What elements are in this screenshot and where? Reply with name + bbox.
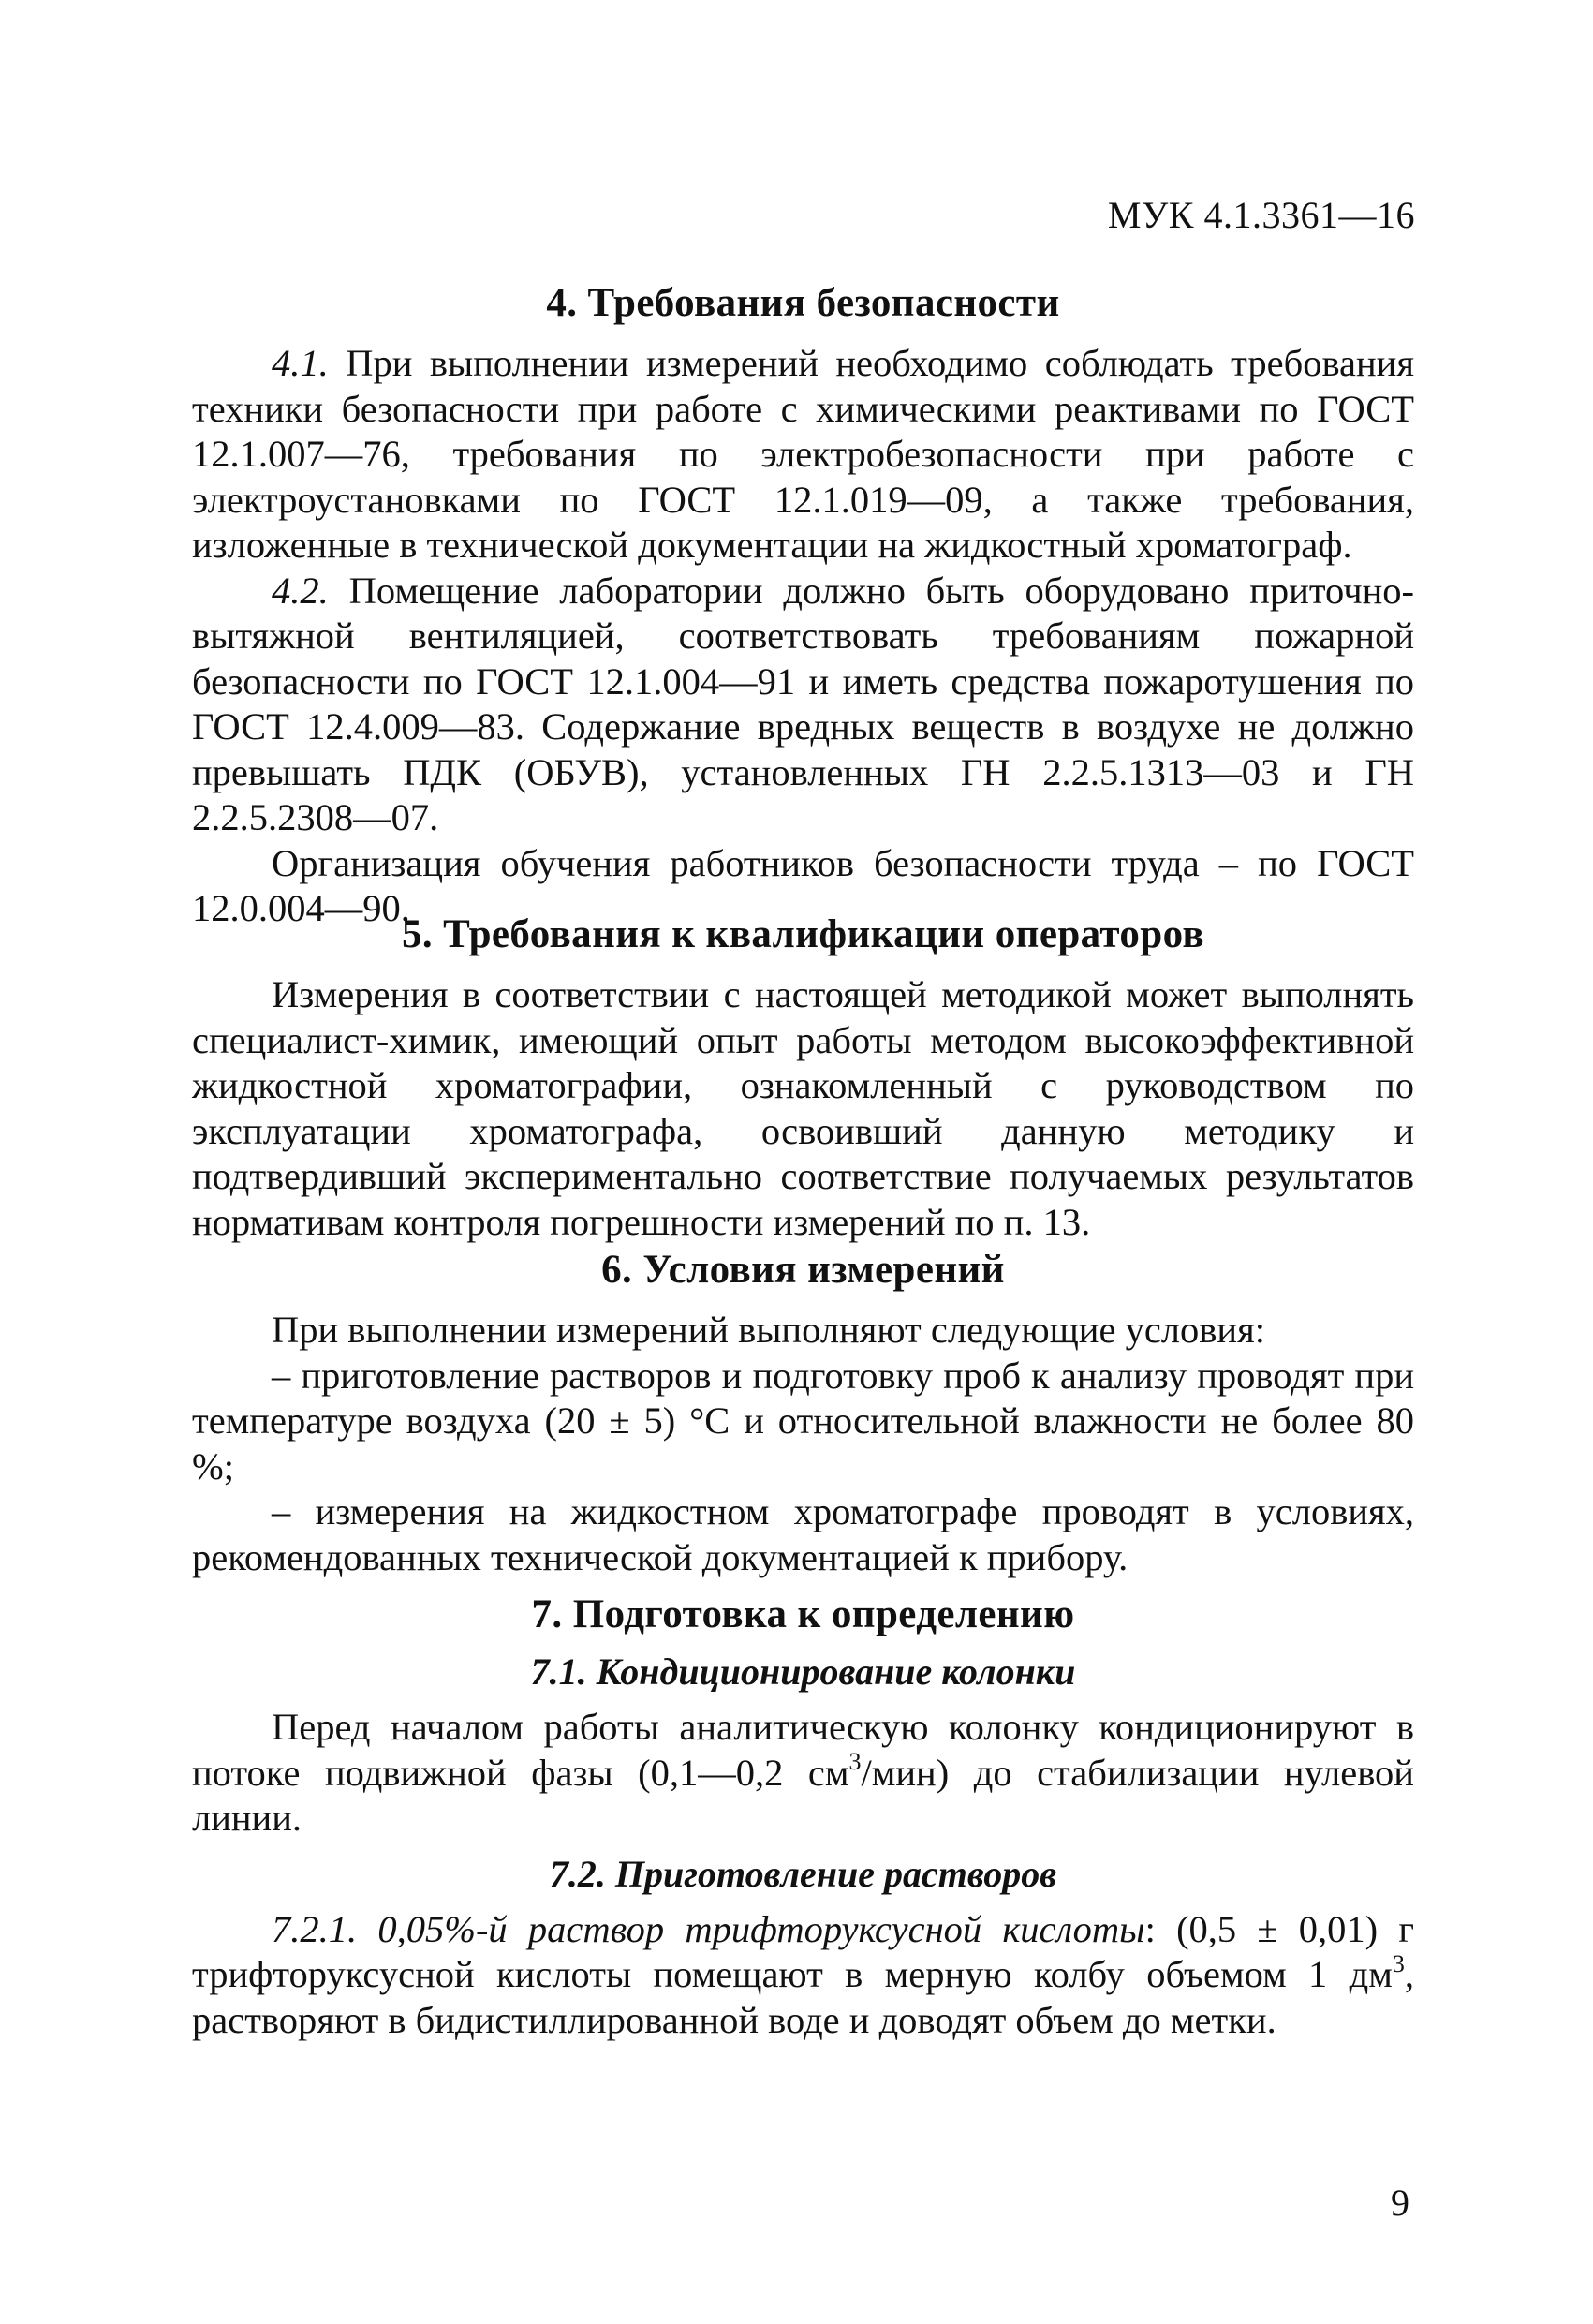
paragraph-4-3: Организация обучения работников безопасности труда – по ГОСТ 12.0.004—90.	[192, 841, 1414, 929]
paragraph-5-1: Измерения в соответствии с настоящей методикой может выполнять специалист-химик, имеющий опыт работы методом высокоэффективной жидкостной хроматографии, ознакомленный с руководством по эксплуатации хроматографа, освоивший данную методику и подтвердивший экспериментально соответствие получаемых результатов нормативам контроля погрешности измерений по п. 13.	[192, 973, 1414, 1243]
paragraph-6-3: – измерения на жидкостном хроматографе проводят в условиях, рекомендованных технической документацией к прибору.	[192, 1490, 1414, 1578]
clause-lead: 7.2.1. 0,05%-й раствор трифторуксусной кислоты	[272, 1907, 1145, 1950]
section-7	[192, 1591, 1414, 2043]
section-5-title: 5. Требования к квалификации операторов	[401, 912, 1205, 956]
paragraph-4-2	[192, 569, 1414, 841]
paragraph-6-2: – приготовление растворов и подготовку проб к анализу проводят при температуре воздуха (20 ± 5) °С и относительной влажности не более 80 %;	[192, 1354, 1414, 1488]
paragraph-text: Перед началом работы аналитическую колонку кондиционируют в потоке подвижной фазы (0,1—0,2 см	[192, 1706, 1414, 1794]
section-7-title: 7. Подготовка к определению	[531, 1592, 1075, 1636]
clause-number: 4.2.	[272, 569, 329, 612]
paragraph-4-1	[192, 341, 1414, 569]
paragraph-text: Помещение лаборатории должно быть оборудовано приточно-вытяжной вентиляцией, соответствовать требованиям пожарной безопасности по ГОСТ 12.1.004—91 и иметь средства пожаротушения по ГОСТ 12.4.009—83. Содержание вредных веществ в воздухе не должно превышать ПДК (ОБУВ), установленных ГН 2.2.5.1313—03 и ГН 2.2.5.2308—07.	[192, 569, 1414, 838]
paragraph-text: : (0,5 ± 0,01) г трифторуксусной кислоты помещают в мерную колбу объемом 1 дм	[192, 1907, 1414, 1995]
superscript: 3	[1392, 1949, 1405, 1977]
paragraph-text: /мин) до стабилизации нулевой линии.	[192, 1751, 1414, 1839]
section-6	[192, 1246, 1414, 1580]
paragraph-7-1	[192, 1705, 1414, 1842]
section-4	[192, 279, 1414, 932]
document-code: МУК 4.1.3361—16	[1107, 194, 1415, 236]
paragraph-text: , растворяют в бидистиллированной воде и доводят объем до метки.	[192, 1953, 1414, 2041]
section-5	[192, 910, 1414, 1245]
section-6-title: 6. Условия измерений	[601, 1248, 1005, 1292]
subsection-7-1-title: 7.1. Кондиционирование колонки	[530, 1650, 1076, 1693]
superscript: 3	[848, 1748, 862, 1775]
page-number: 9	[1391, 2182, 1409, 2224]
paragraph-6-1: При выполнении измерений выполняют следующие условия:	[272, 1309, 1265, 1351]
paragraph-text: При выполнении измерений необходимо соблюдать требования техники безопасности при работе с химическими реактивами по ГОСТ 12.1.007—76, требования по электробезопасности при работе с электроустановками по ГОСТ 12.1.019—09, а также требования, изложенные в технической документации на жидкостный хроматограф.	[192, 342, 1414, 566]
paragraph-7-2-1	[192, 1907, 1414, 2044]
subsection-7-2-title: 7.2. Приготовление растворов	[549, 1852, 1057, 1895]
clause-number: 4.1.	[272, 342, 329, 384]
section-4-title: 4. Требования безопасности	[546, 281, 1060, 325]
